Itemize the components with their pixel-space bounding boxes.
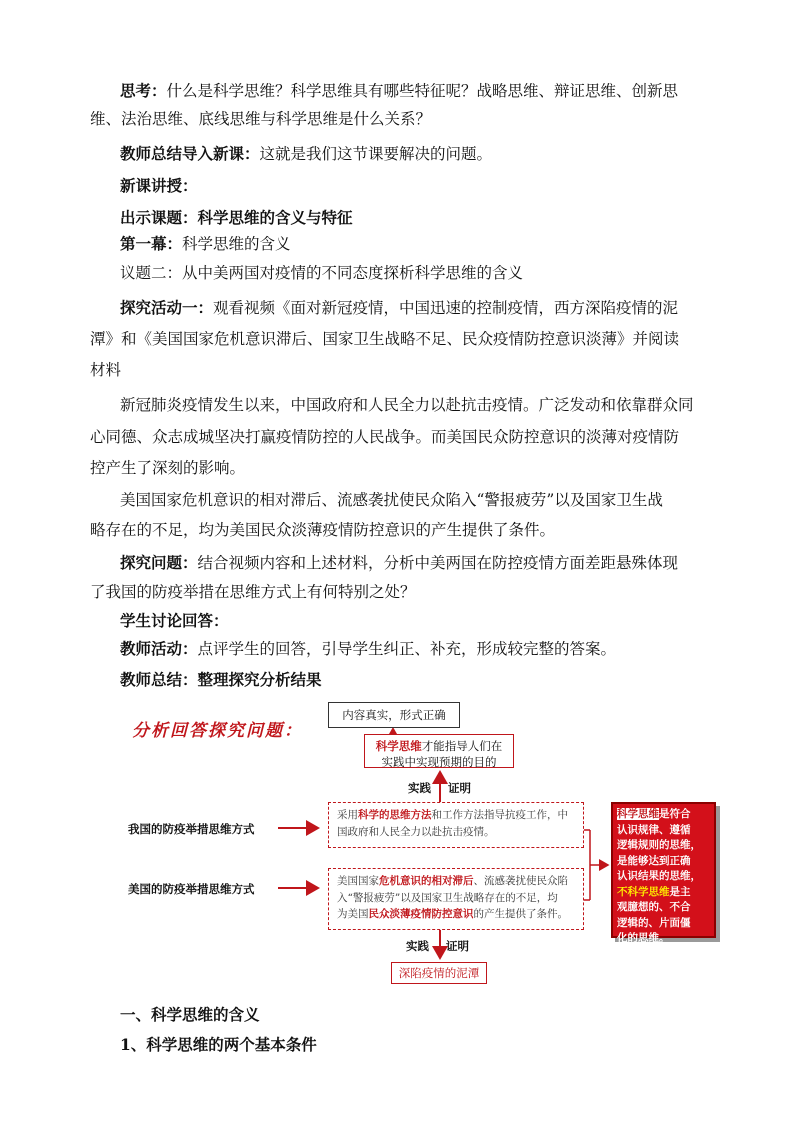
act1-line xyxy=(120,229,291,259)
us-box-l3-post: 的产生提供了条件。 xyxy=(473,908,568,920)
think-line-2: 维、法治思维、底线思维与科学思维是什么关系？ xyxy=(90,110,432,128)
material2-line-1: 美国国家危机意识的相对滞后、流感袭扰使民众陷入“警报疲劳”以及国家卫生战 xyxy=(120,491,663,509)
practice-label-top: 实践 xyxy=(408,781,431,795)
panel-text-8: 逻辑的、片面僵 xyxy=(617,916,691,929)
material1-line-1: 新冠肺炎疫情发生以来，中国政府和人民全力以赴抗击疫情。广泛发动和依靠群众同 xyxy=(120,396,694,414)
panel-text-6: 是主 xyxy=(669,885,691,898)
question-line-1 xyxy=(120,548,678,578)
china-box-post: 和工作方法指导抗疫工作，中 xyxy=(431,809,568,821)
act1-text: 科学思维的含义 xyxy=(182,235,291,253)
explore1-label: 探究活动一： xyxy=(120,298,214,317)
act1-label: 第一幕： xyxy=(120,234,183,253)
think-line-1 xyxy=(120,76,678,106)
section-1-heading: 一、科学思维的含义 xyxy=(120,1005,260,1024)
teacher-intro xyxy=(120,139,492,169)
us-box xyxy=(328,868,584,930)
panel-text-2: 认识规律、遵循 xyxy=(617,823,691,836)
us-box-post1: 、流感袭扰使民众陷 xyxy=(473,875,568,887)
diagram-title: 分析回答探究问题： xyxy=(132,721,303,741)
panel-text-5: 认识结果的思维， xyxy=(617,870,701,882)
teacher-intro-text: 这就是我们这节课要解决的问题。 xyxy=(259,145,493,163)
teacher-activity-text: 点评学生的回答，引导学生纠正、补充，形成较完整的答案。 xyxy=(197,640,617,658)
us-box-l3-pre: 为美国 xyxy=(337,908,369,920)
explore1-line-1 xyxy=(120,293,678,323)
teacher-summary-heading: 教师总结：整理探究分析结果 xyxy=(120,670,322,689)
mid-box-l2: 实践中实现预期的目的 xyxy=(381,755,497,769)
practice-label-bottom: 实践 xyxy=(406,939,429,953)
bottom-box: 深陷疫情的泥潭 xyxy=(391,962,487,984)
teacher-activity-label: 教师活动： xyxy=(120,639,198,658)
teacher-activity xyxy=(120,634,616,664)
new-lesson-heading: 新课讲授： xyxy=(120,176,198,195)
panel-text-9: 化的思维。 xyxy=(617,932,670,944)
us-box-pre: 美国国家 xyxy=(337,875,379,887)
explore1-line-2: 潭》和《美国国家危机意识滞后、国家卫生战略不足、民众疫情防控意识淡薄》并阅读 xyxy=(90,330,680,348)
topic-heading: 出示课题：科学思维的含义与特征 xyxy=(120,208,353,227)
us-box-red1: 危机意识的相对滞后 xyxy=(379,875,474,887)
question-label: 探究问题： xyxy=(120,553,198,572)
china-box-l2: 国政府和人民全力以赴抗击疫情。 xyxy=(337,825,495,838)
issue2-line: 议题二：从中美两国对疫情的不同态度探析科学思维的含义 xyxy=(120,264,524,282)
explore1-line-3: 材料 xyxy=(90,361,122,379)
china-box-red: 科学的思维方法 xyxy=(358,809,432,821)
us-box-red2: 民众淡薄疫情防控意识 xyxy=(368,908,474,920)
us-box-l2: 入“警报疲劳”以及国家卫生战略存在的不足，均 xyxy=(337,891,558,904)
question-line-2: 了我国的防疫举措在思维方式上有何特别之处？ xyxy=(90,583,416,601)
panel-keyword-2: 不科学思维 xyxy=(617,885,670,898)
panel-text-4: 是能够达到正确 xyxy=(617,854,691,867)
think-text-1: 什么是科学思维？科学思维具有哪些特征呢？战略思维、辩证思维、创新思 xyxy=(166,82,679,100)
prove-label-top: 证明 xyxy=(448,781,471,795)
definition-panel xyxy=(611,802,716,944)
section-1-1-heading: 1、科学思维的两个基本条件 xyxy=(120,1035,317,1054)
think-label: 思考： xyxy=(120,81,167,100)
material2-line-2: 略存在的不足，均为美国民众淡薄疫情防控意识的产生提供了条件。 xyxy=(90,521,556,539)
china-label: 我国的防疫举措思维方式 xyxy=(128,822,255,836)
panel-keyword-1: 科学思维 xyxy=(617,808,659,820)
china-box xyxy=(328,802,584,848)
student-heading: 学生讨论回答： xyxy=(120,611,229,630)
material1-line-3: 控产生了深刻的影响。 xyxy=(90,459,246,477)
top-box: 内容真实，形式正确 xyxy=(328,702,460,728)
teacher-intro-label: 教师总结导入新课： xyxy=(120,144,260,163)
panel-text-7: 观臆想的、不合 xyxy=(617,901,691,913)
question-text-1: 结合视频内容和上述材料，分析中美两国在防控疫情方面差距悬殊体现 xyxy=(197,554,679,572)
panel-text-3: 逻辑规则的思维， xyxy=(617,839,701,851)
explore1-text-1: 观看视频《面对新冠疫情，中国迅速的控制疫情，西方深陷疫情的泥 xyxy=(213,299,679,317)
prove-label-bottom: 证明 xyxy=(446,939,469,953)
material1-line-2: 心同德、众志成城坚决打赢疫情防控的人民战争。而美国民众防控意识的淡薄对疫情防 xyxy=(90,428,680,446)
analysis-diagram xyxy=(118,702,718,992)
mid-box xyxy=(364,734,514,768)
us-label: 美国的防疫举措思维方式 xyxy=(128,882,255,896)
mid-box-l1: 才能指导人们在 xyxy=(421,739,503,753)
mid-box-red: 科学思维 xyxy=(375,739,422,753)
china-box-pre: 采用 xyxy=(337,809,358,821)
panel-text-1: 是符合 xyxy=(659,808,691,820)
